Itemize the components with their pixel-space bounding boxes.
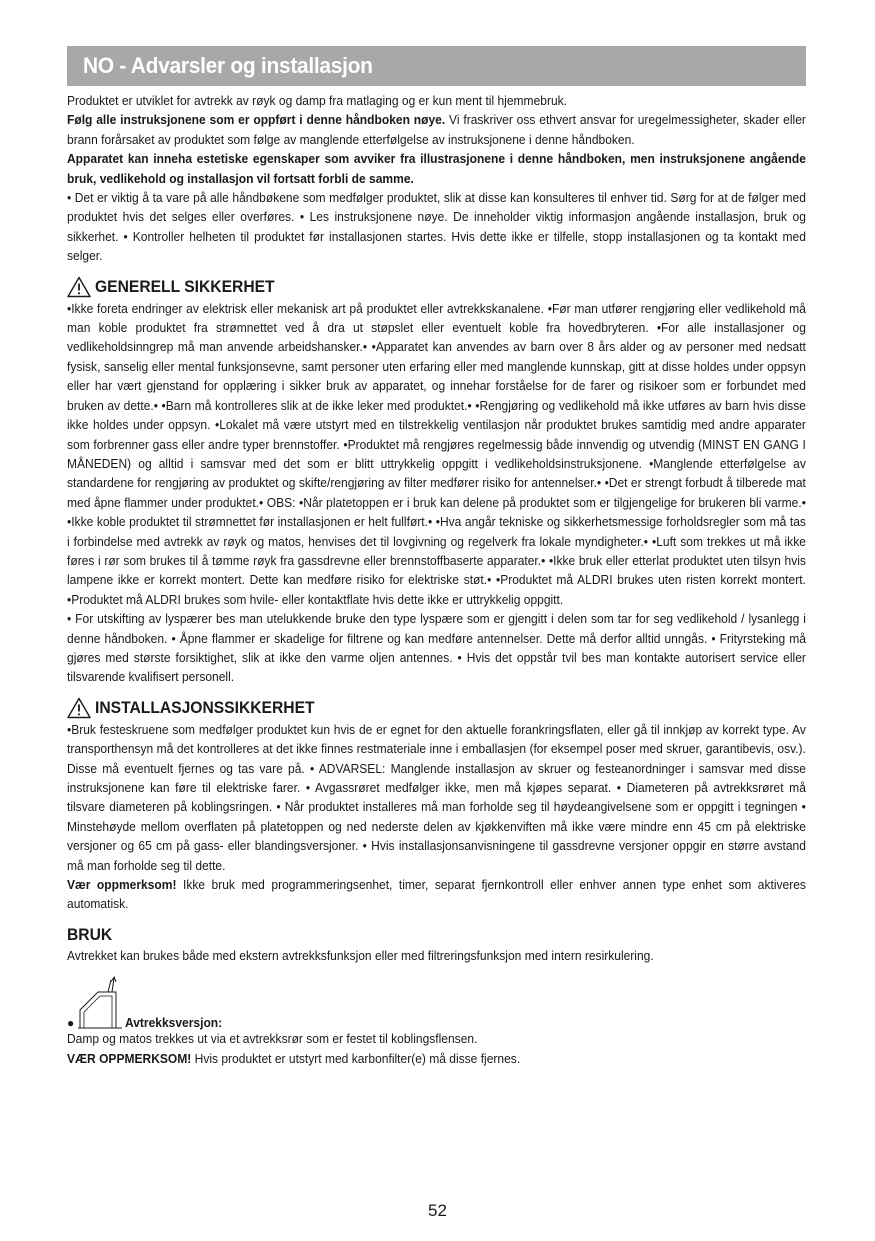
install-safety-heading: INSTALLASJONSSIKKERHET — [95, 697, 315, 717]
intro-paragraph-2-rest: Vi fraskriver oss ethvert ansvar for uregelmessigheter, skader eller brann forårsaket av produktet som følge av manglende etterfølgelse av instruksjonene i denne håndboken. — [67, 113, 806, 147]
usage-paragraph-2: Damp og matos trekkes ut via et avtrekksrør som er festet til koblingsflensen. — [67, 1032, 478, 1047]
warning-triangle-icon — [67, 276, 91, 298]
intro-paragraph-3-bold: Apparatet kan inneha estetiske egenskaper som avviker fra illustrasjonene i denne håndboken, men instruksjonene angående bruk, vedlikehold og installasjon vil fortsatt forbli de samme. — [67, 152, 806, 186]
general-safety-paragraph-2: • For utskifting av lyspærer bes man utelukkende bruke den type lyspære som er gjengitt i delen som tar for seg vedlikehold / lysanlegg i denne håndboken. • Åpne flammer er skadelige for filtrene og kan medføre antennelser. Dette må derfor alltid unngås. • Frityrsteking må gjøres med største forsiktighet, slik at ikke den varme oljen antennes. • Hvis det oppstår tvil bes man kontakte autorisert service eller tilsvarende kvalifisert personell. — [67, 612, 806, 685]
warning-triangle-icon — [67, 697, 91, 719]
usage-paragraph-3-rest: Hvis produktet er utstyrt med karbonfilter(e) må disse fjernes. — [191, 1051, 521, 1066]
title-bar — [67, 46, 806, 86]
intro-paragraph-3 — [67, 150, 806, 189]
document-page — [67, 46, 806, 1069]
install-safety-paragraph-1: •Bruk festeskruene som medfølger produktet kun hvis de er egnet for den aktuelle forankringsflaten, eller gå til innkjøp av korrekt type. Av transporthensyn må det kontrolleres at det ikke finnes restmateriale inne i emballasjen (for eksempel poser med skruer, garantibevis, osv.). Disse må eventuelt fjernes og tas vare på. • ADVARSEL: Manglende installasjon av skruer og festeanordninger i samsvar med disse instruksjonene kan føre til elektriske farer. • Avgassrøret medfølger ikke, men må kjøpes separat. • Diameteren på avtrekksrøret må tilsvare diameteren på koblingsringen. • Når produktet installeres må man forholde seg til høydeangivelsene som er oppgitt i tegningen • Minstehøyde mellom overflaten på platetoppen og ned nederste delen av kjøkkenviften må ikke være mindre enn 45 cm på elektriske versjoner og 65 cm på gass- eller blandingsversjoner. • Hvis installasjonsanvisningene til gassdrevne versjoner oppgir en større avstand må man forholde seg til dette. — [67, 722, 806, 873]
intro-paragraph-2 — [67, 111, 806, 150]
hood-exhaust-icon — [78, 974, 122, 1030]
page-title: NO - Advarsler og installasjon — [83, 53, 373, 78]
usage-heading: BRUK — [67, 924, 113, 944]
usage-paragraph-3-bold: VÆR OPPMERKSOM! — [67, 1051, 192, 1066]
intro-paragraph-4: • Det er viktig å ta vare på alle håndbøkene som medfølger produktet, slik at disse kan konsulteres til enhver tid. Sørg for at de følger med produktet hvis det selges eller overføres. • Les instruksjonene nøye. De inneholder viktig informasjon angående installasjon, bruk og sikkerhet. • Kontroller helheten til produktet før installasjonen startes. Hvis dette ikke er tilfelle, stopp installasjonen og ta kontakt med selger. — [67, 191, 806, 264]
usage-paragraph-1: Avtrekket kan brukes både med ekstern avtrekksfunksjon eller med filtreringsfunksjon med intern resirkulering. — [67, 948, 654, 963]
general-safety-header — [67, 275, 806, 299]
usage-paragraph-3 — [67, 1050, 806, 1069]
intro-paragraph-1: Produktet er utviklet for avtrekk av røyk og damp fra matlaging og er kun ment til hjemmebruk. — [67, 94, 568, 108]
usage-header — [67, 925, 806, 945]
general-safety-heading: GENERELL SIKKERHET — [95, 276, 275, 296]
intro-paragraph-2-bold: Følg alle instruksjonene som er oppført i denne håndboken nøye. — [67, 113, 446, 128]
page-number: 52 — [428, 1201, 447, 1220]
bullet: ● — [67, 1016, 75, 1031]
install-safety-paragraph-2-bold: Vær oppmerksom! — [67, 878, 177, 893]
vent-version-label: Avtrekksversjon: — [125, 1016, 223, 1031]
install-safety-paragraph-2-rest: Ikke bruk med programmeringsenhet, timer, separat fjernkontroll eller enhver annen type enhet som aktiveres automatisk. — [67, 878, 806, 912]
install-safety-paragraph-2 — [67, 876, 806, 915]
general-safety-paragraph-1: •Ikke foreta endringer av elektrisk eller mekanisk art på produktet eller avtrekkskanalene. •Før man utfører rengjøring eller vedlikehold må man koble produktet fra strømnettet ved å dra ut støpslet eller eventuelt koble fra hovedbryteren. •For alle installasjoner og vedlikeholdsinngrep må man anvende arbeidshansker.• •Apparatet kan anvendes av barn over 8 års alder og av personer med nedsatt fysisk, sanselig eller mental funksjonsevne, samt personer uten erfaring eller med manglende kunnskap, gitt at disse holdes under oppsyn eller har vært gjenstand for opplæring i sikker bruk av apparatet, og innehar forståelse for de farer og risikoer som er forbundet med bruken av dette.• •Barn må kontrolleres slik at de ikke leker med produktet.• •Rengjøring og vedlikehold må ikke utføres av barn hvis disse ikke holdes under oppsyn. •Lokalet må være utstyrt med en tilstrekkelig ventilasjon når produktet brukes samtidig med andre apparater som forbrenner gass eller andre typer brennstoffer. •Produktet må rengjøres regelmessig både innvendig og utvendig (MINST EN GANG I MÅNEDEN) og alltid i samsvar med det som er blitt uttrykkelig oppgitt i vedlikeholdsinstruksjonene. •Manglende etterfølgelse av standardene for rengjøring av produktet og skifte/rengjøring av filter medfører risiko for antennelser.• •Det er strengt forbudt å tilberede mat med åpne flammer under produktet.• OBS: •Når platetoppen er i bruk kan delene på produktet som er tilgjengelige for brukeren bli varme.• •Ikke koble produktet til strømnettet før installasjonen er helt fullført.• •Hva angår tekniske og sikkerhetsmessige forholdsregler som må tas i forbindelse med avtrekk av røyk og matos, henvises det til lovgivning og regelverk fra lokale myndigheter.• •Luft som trekkes ut må ikke føres i rør som brukes til å tømme røyk fra gassdrevne eller brennstoffbaserte apparater.• •Ikke bruk eller etterlat produktet uten tilsyn hvis lampene ikke er korrekt montert. Dette kan medføre risiko for elektriske støt.• •Produktet må ALDRI brukes uten risten korrekt montert. •Produktet må ALDRI brukes som hvile- eller kontaktflate hvis dette ikke er uttrykkelig oppgitt. — [67, 301, 806, 607]
vent-version-row — [67, 972, 806, 1030]
install-safety-header — [67, 696, 806, 720]
